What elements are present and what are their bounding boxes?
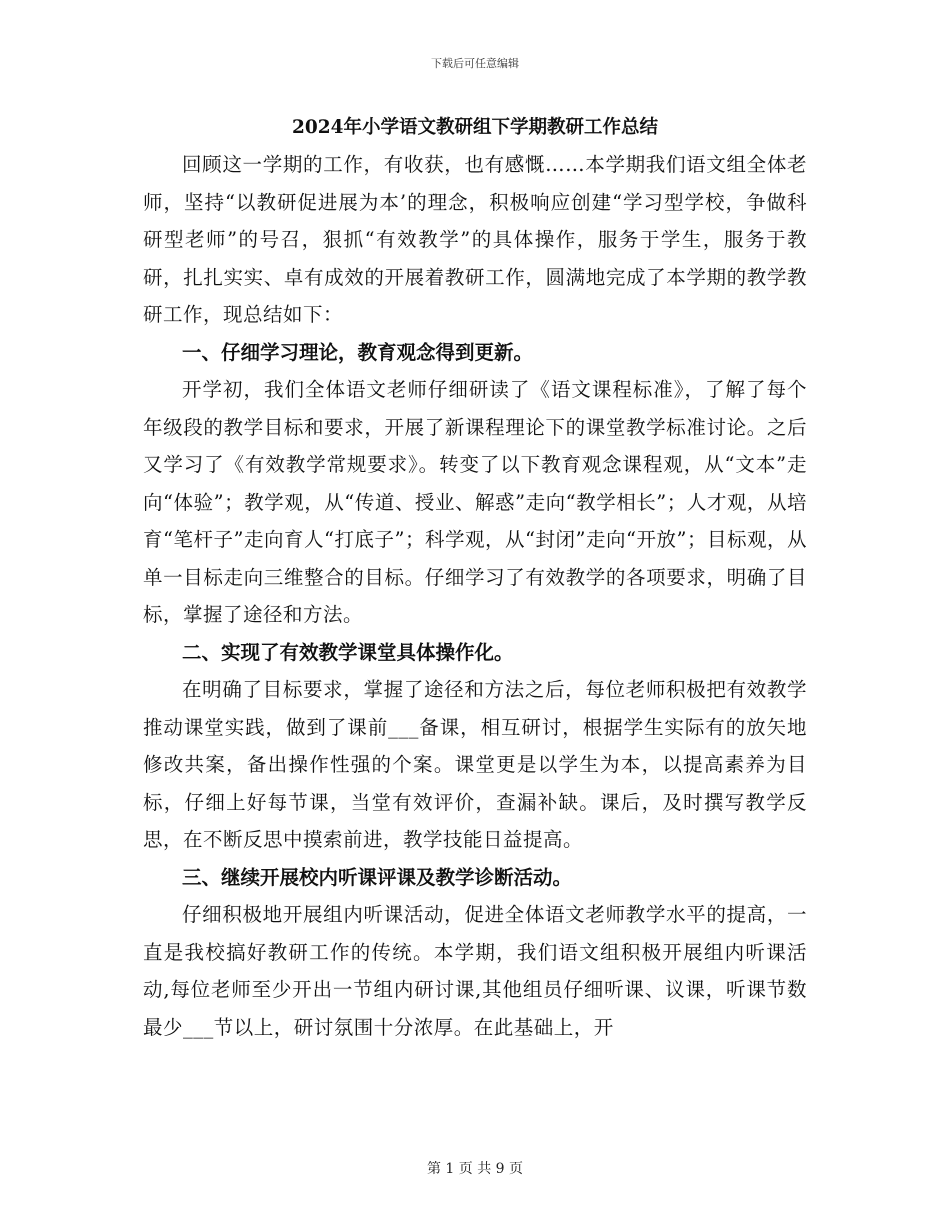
section-3-heading: 三、继续开展校内听课评课及教学诊断活动。 — [182, 865, 573, 889]
page-header: 下载后可任意编辑 — [431, 57, 519, 70]
page-footer: 第 1 页 共 9 页 — [426, 1161, 524, 1177]
section-2-heading: 二、实现了有效教学课堂具体操作化。 — [182, 640, 514, 664]
section-1-heading: 一、仔细学习理论，教育观念得到更新。 — [182, 340, 534, 364]
document-title: 2024年小学语文教研组下学期教研工作总结 — [292, 117, 658, 138]
section-2-body: 在明确了目标要求，掌握了途径和方法之后，每位老师积极把有效教学推动课堂实践，做到了课前___备课，相互研讨，根据学生实际有的放矢地修改共案，备出操作性强的个案。课堂更是以学生为本，以提高素养为目标，仔细上好每节课，当堂有效评价，查漏补缺。课后，及时撰写教学反思，在不断反思中摸索前进，教学技能日益提高。 — [143, 678, 807, 851]
section-1-body: 开学初，我们全体语文老师仔细研读了《语文课程标准》，了解了每个年级段的教学目标和要求，开展了新课程理论下的课堂教学标准讨论。之后又学习了《有效教学常规要求》。转变了以下教育观念课程观，从“文本”走向“体验”；教学观，从“传道、授业、解惑”走向“教学相长”；人才观，从培育“笔杆子”走向育人“打底子”；科学观，从“封闭”走向“开放”；目标观，从单一目标走向三维整合的目标。仔细学习了有效教学的各项要求，明确了目标，掌握了途径和方法。 — [143, 378, 807, 626]
intro-paragraph: 回顾这一学期的工作，有收获，也有感慨……本学期我们语文组全体老师，坚持“以教研促进展为本’的理念，积极响应创建“学习型学校，争做科研型老师”的号召，狠抓“有效教学”的具体操作，服务于学生，服务于教研，扎扎实实、卓有成效的开展着教研工作，圆满地完成了本学期的教学教研工作，现总结如下： — [143, 153, 807, 326]
document-body — [143, 110, 807, 1046]
section-3-body: 仔细积极地开展组内听课活动，促进全体语文老师教学水平的提高，一直是我校搞好教研工作的传统。本学期，我们语文组积极开展组内听课活动,每位老师至少开出一节组内研讨课,其他组员仔细听课、议课，听课节数最少___节以上，研讨氛围十分浓厚。在此基础上，开 — [143, 903, 807, 1039]
